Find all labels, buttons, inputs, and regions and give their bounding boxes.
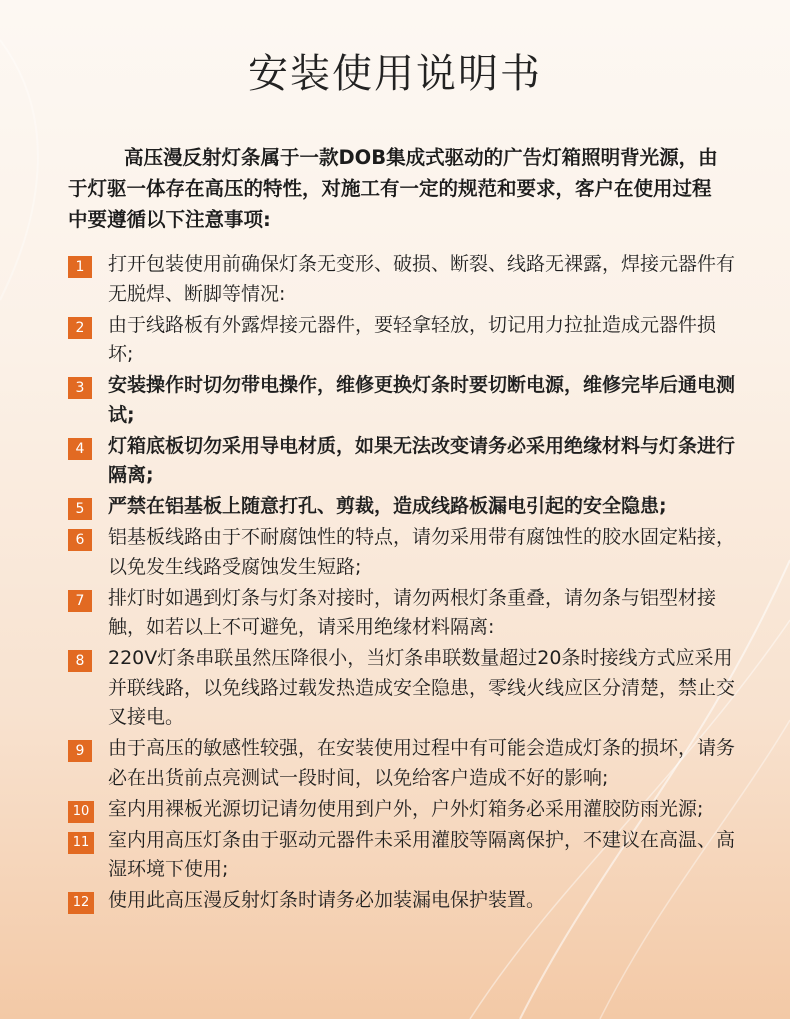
item-text: 排灯时如遇到灯条与灯条对接时，请勿两根灯条重叠，请勿条与铝型材接触，如若以上不可避免，请采用绝缘材料隔离:: [108, 586, 717, 638]
item-text: 严禁在铝基板上随意打孔、剪裁，造成线路板漏电引起的安全隐患;: [108, 495, 667, 517]
item-text: 室内用高压灯条由于驱动元器件未采用灌胶等隔离保护，不建议在高温、高湿环境下使用;: [108, 828, 736, 880]
list-item: [68, 826, 736, 885]
item-number-badge: 12: [68, 892, 94, 914]
item-text: 安装操作时切勿带电操作，维修更换灯条时要切断电源，维修完毕后通电测试;: [108, 374, 736, 426]
item-number-badge: 6: [68, 529, 92, 551]
list-item: [68, 734, 736, 793]
item-number-badge: 2: [68, 317, 92, 339]
list-item: [68, 250, 736, 309]
item-text: 打开包装使用前确保灯条无变形、破损、断裂、线路无裸露，焊接元器件有无脱焊、断脚等情况:: [108, 253, 736, 305]
item-number-badge: 5: [68, 498, 92, 520]
list-item: [68, 311, 736, 370]
item-number-badge: 7: [68, 590, 92, 612]
item-number-badge: 9: [68, 740, 92, 762]
notice-list: [68, 250, 736, 917]
item-number-badge: 10: [68, 801, 94, 823]
item-text: 灯箱底板切勿采用导电材质，如果无法改变请务必采用绝缘材料与灯条进行隔离;: [108, 434, 736, 486]
intro-paragraph: 高压漫反射灯条属于一款DOB集成式驱动的广告灯箱照明背光源，由于灯驱一体存在高压的特性，对施工有一定的规范和要求，客户在使用过程中要遵循以下注意事项:: [68, 146, 718, 231]
item-number-badge: 3: [68, 377, 92, 399]
item-number-badge: 1: [68, 256, 92, 278]
page-title: 安装使用说明书: [248, 51, 542, 97]
list-item: [68, 644, 736, 733]
item-text: 由于高压的敏感性较强，在安装使用过程中有可能会造成灯条的损坏，请务必在出货前点亮测试一段时间，以免给客户造成不好的影响;: [108, 737, 736, 789]
list-item: [68, 795, 736, 825]
item-number-badge: 11: [68, 832, 94, 854]
item-text: 铝基板线路由于不耐腐蚀性的特点，请勿采用带有腐蚀性的胶水固定粘接，以免发生线路受腐蚀发生短路;: [108, 526, 736, 578]
item-text: 使用此高压漫反射灯条时请务必加装漏电保护装置。: [108, 889, 546, 911]
item-number-badge: 4: [68, 438, 92, 460]
item-number-badge: 8: [68, 650, 92, 672]
list-item: [68, 371, 736, 430]
list-item: [68, 584, 736, 643]
list-item: [68, 523, 736, 582]
list-item: [68, 432, 736, 491]
list-item: [68, 886, 736, 916]
item-text: 220V灯条串联虽然压降很小，当灯条串联数量超过20条时接线方式应采用并联线路，以免线路过载发热造成安全隐患，零线火线应区分清楚，禁止交叉接电。: [108, 647, 736, 728]
item-text: 由于线路板有外露焊接元器件，要轻拿轻放，切记用力拉扯造成元器件损坏;: [108, 313, 717, 365]
item-text: 室内用裸板光源切记请勿使用到户外，户外灯箱务必采用灌胶防雨光源;: [108, 797, 704, 820]
list-item: [68, 492, 736, 522]
